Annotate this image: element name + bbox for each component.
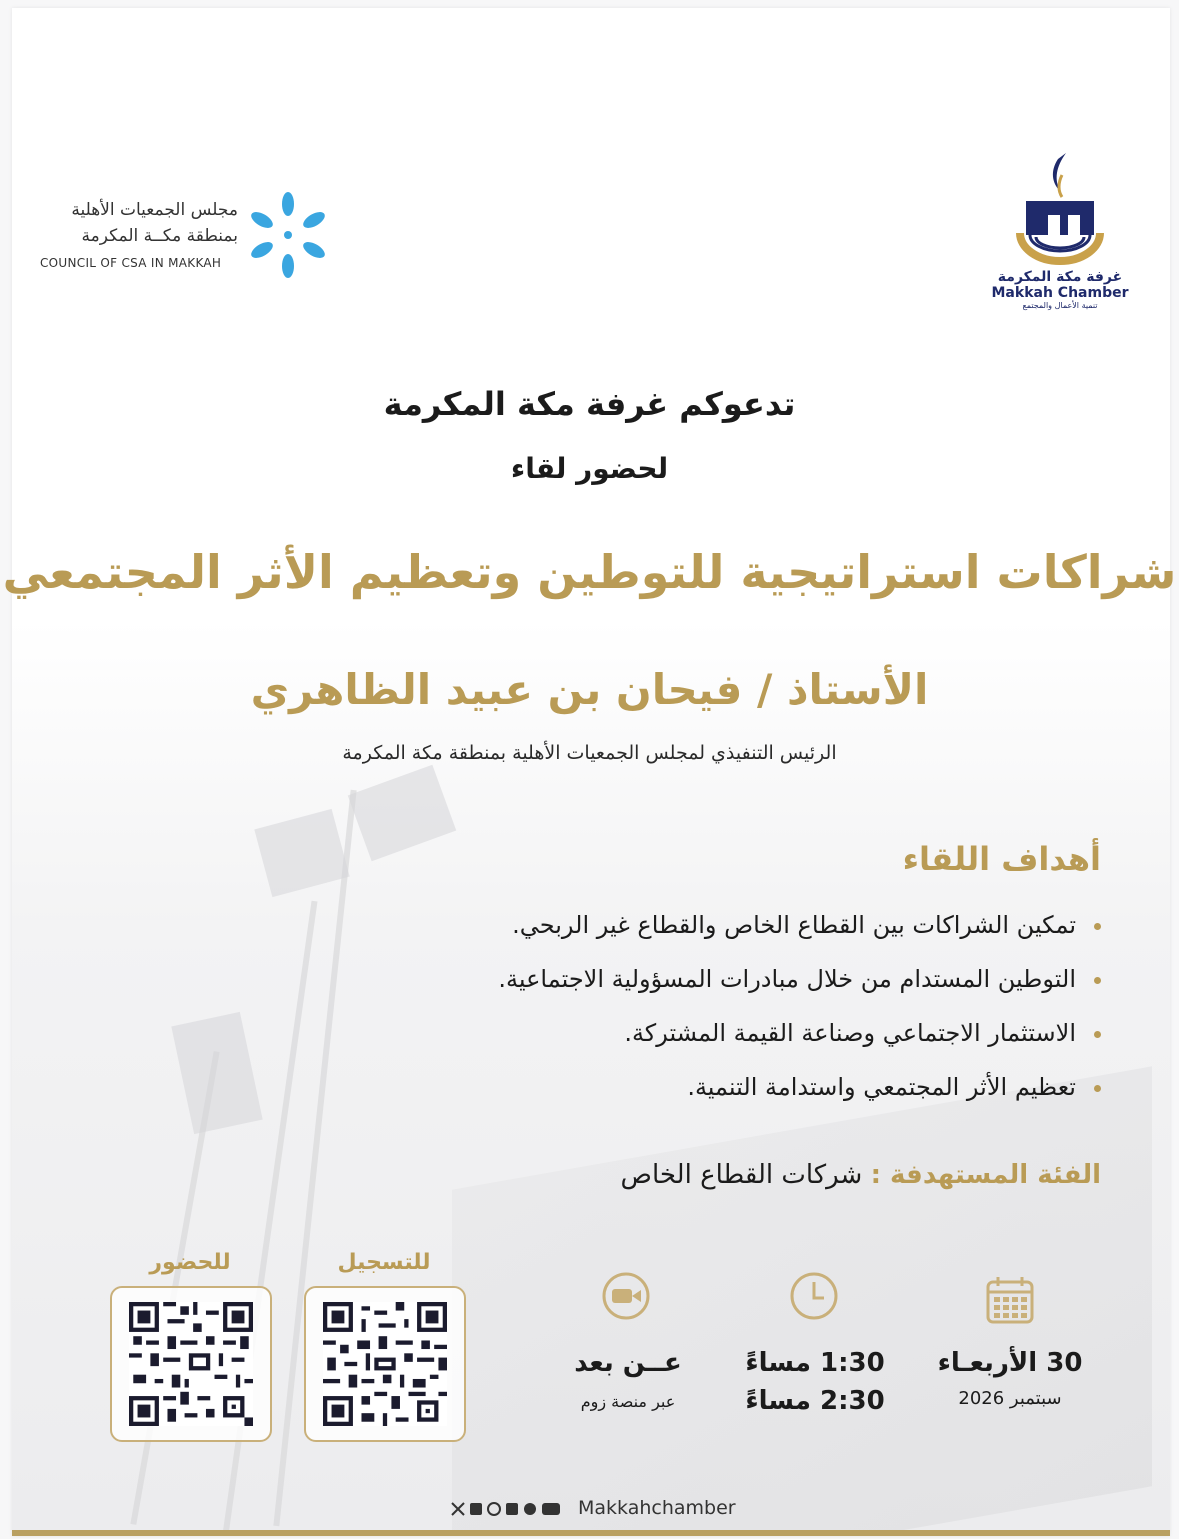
mode-remote: عــن بعد — [574, 1348, 682, 1378]
date-month-year: سبتمبر 2026 — [958, 1388, 1062, 1409]
goal-text: تمكين الشراكات بين القطاع الخاص والقطاع غير الربحي. — [512, 911, 1076, 939]
background-flag — [171, 1012, 262, 1134]
goals-heading: أهداف اللقاء — [902, 840, 1101, 878]
youtube-icon — [542, 1503, 560, 1515]
video-camera-icon — [598, 1268, 654, 1324]
linkedin-icon — [506, 1503, 518, 1515]
bullet-icon — [1094, 1085, 1101, 1092]
time-start: 1:30 مساءً — [745, 1348, 885, 1378]
goals-list — [498, 905, 1101, 1121]
time-end: 2:30 مساءً — [745, 1386, 885, 1416]
bullet-icon — [1094, 1031, 1101, 1038]
qr-register-label: للتسجيل — [337, 1250, 431, 1275]
date-day: 30 الأربعـاء — [937, 1348, 1083, 1378]
makkah-chamber-tagline: تنمية الأعمال والمجتمع — [1022, 301, 1098, 310]
instagram-icon — [488, 1503, 500, 1515]
clock-icon — [786, 1268, 842, 1324]
council-name-line2: بمنطقة مكــة المكرمة — [81, 226, 238, 246]
background-flag — [348, 765, 457, 862]
makkah-chamber-arabic-name: غرفة مكة المكرمة — [997, 269, 1123, 285]
bullet-icon — [1094, 923, 1101, 930]
makkah-chamber-logo — [975, 145, 1145, 310]
goal-item — [498, 1013, 1101, 1067]
x-icon — [452, 1503, 464, 1515]
social-icons — [450, 1499, 570, 1519]
council-logo — [38, 190, 338, 280]
speaker-role: الرئيس التنفيذي لمجلس الجمعيات الأهلية بمنطقة مكة المكرمة — [342, 742, 837, 764]
invite-line2: لحضور لقاء — [510, 452, 669, 485]
qr-code-icon — [323, 1302, 447, 1426]
goal-item — [498, 905, 1101, 959]
snapchat-icon — [524, 1503, 536, 1515]
makkah-chamber-english-name: Makkah Chamber — [991, 285, 1129, 301]
council-star-icon — [248, 190, 328, 280]
invite-line1: تدعوكم غرفة مكة المكرمة — [383, 385, 796, 423]
mode-platform: عبر منصة زوم — [580, 1392, 676, 1411]
background-flag — [254, 809, 349, 897]
bottom-border — [12, 1530, 1170, 1536]
goal-item — [498, 1067, 1101, 1121]
council-name-english: COUNCIL OF CSA IN MAKKAH — [40, 256, 222, 270]
qr-code-icon — [129, 1302, 253, 1426]
event-title: شراكات استراتيجية للتوطين وتعظيم الأثر المجتمعي — [2, 545, 1177, 599]
makkah-chamber-emblem-icon — [1000, 145, 1120, 265]
bullet-icon — [1094, 977, 1101, 984]
goal-text: التوطين المستدام من خلال مبادرات المسؤولية الاجتماعية. — [498, 965, 1076, 993]
goal-item — [498, 959, 1101, 1013]
qr-attend-code[interactable] — [110, 1286, 272, 1442]
calendar-icon — [982, 1272, 1038, 1328]
goal-text: الاستثمار الاجتماعي وصناعة القيمة المشتركة. — [624, 1019, 1076, 1047]
footer — [450, 1497, 740, 1521]
qr-attend-label: للحضور — [149, 1250, 231, 1275]
qr-register-code[interactable] — [304, 1286, 466, 1442]
target-label: الفئة المستهدفة : — [870, 1160, 1101, 1190]
facebook-icon — [470, 1503, 482, 1515]
goal-text: تعظيم الأثر المجتمعي واستدامة التنمية. — [687, 1073, 1076, 1101]
council-name-line1: مجلس الجمعيات الأهلية — [71, 200, 238, 220]
social-handle[interactable]: Makkahchamber — [578, 1497, 736, 1519]
target-value: شركات القطاع الخاص — [620, 1160, 863, 1190]
speaker-name: الأستاذ / فيحان بن عبيد الظاهري — [250, 665, 929, 714]
target-audience — [621, 1160, 1101, 1190]
